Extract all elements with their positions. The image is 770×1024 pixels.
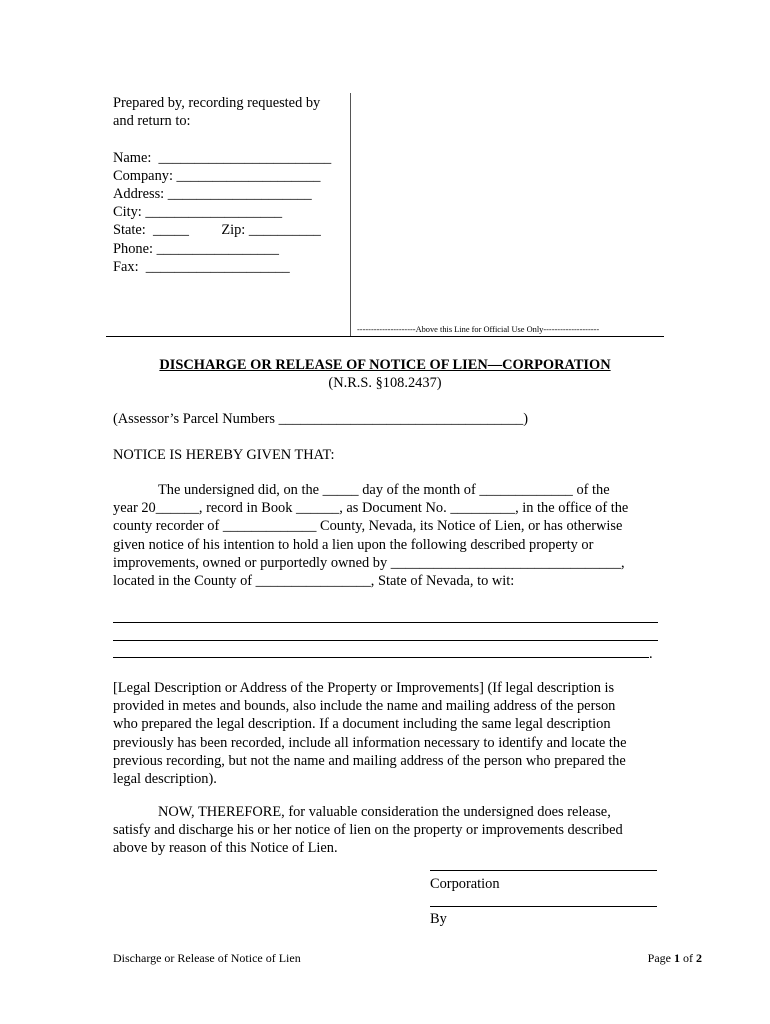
lien-line-3[interactable]: county recorder of _____________ County, Nevada, its Notice of Lien, or has otherwise [113,518,623,535]
page-of: of [680,951,696,965]
legal-line-2: provided in metes and bounds, also include the name and mailing address of the person [113,698,616,715]
prepared-by-line-1: Prepared by, recording requested by [113,95,321,111]
release-paragraph [113,803,658,858]
release-line-1: NOW, THEREFORE, for valuable consideration the undersigned does release, [158,804,611,820]
legal-line-6: legal description). [113,771,217,788]
corporation-label: Corporation [430,876,500,892]
lien-line-6[interactable]: located in the County of ________________, State of Nevada, to wit: [113,573,515,590]
legal-line-1: [Legal Description or Address of the Property or Improvements] (If legal description is [113,680,615,696]
official-use-line [106,336,664,337]
document-title: DISCHARGE OR RELEASE OF NOTICE OF LIEN—CORPORATION [159,357,611,373]
legal-line-3: who prepared the legal description. If a document including the same legal description [113,716,611,733]
company-field[interactable]: Company: ____________________ [113,167,321,184]
release-line-2: satisfy and discharge his or her notice of lien on the property or improvements described [113,822,623,839]
page-number [648,949,702,967]
description-line-2[interactable] [113,640,658,641]
footer-title: Discharge or Release of Notice of Lien [113,951,301,965]
page-current: 1 [674,951,680,965]
official-use-label: ---------------------Above this Line for Official Use Only-------------------- [357,325,600,334]
address-field[interactable]: Address: ____________________ [113,186,312,202]
state-zip-field[interactable]: State: _____ Zip: __________ [113,222,321,239]
page-total: 2 [696,951,702,965]
phone-field[interactable]: Phone: _________________ [113,240,279,257]
legal-line-5: previous recording, but not the name and mailing address of the person who prepared the [113,752,626,769]
return-to-block [113,94,331,276]
prepared-by-line-2: and return to: [113,113,191,130]
recording-area-divider [350,93,351,337]
description-line-3[interactable] [113,657,649,658]
description-line-1[interactable] [113,622,658,623]
description-period: . [649,646,653,662]
notice-heading: NOTICE IS HEREBY GIVEN THAT: [113,447,335,463]
corporation-signature-line[interactable] [430,870,657,871]
parcel-numbers-field[interactable]: (Assessor’s Parcel Numbers __________________________________) [113,411,529,427]
by-label: By [430,911,447,927]
page-prefix: Page [647,951,674,965]
lien-line-4: given notice of his intention to hold a lien upon the following described property or [113,536,594,553]
lien-line-5[interactable]: improvements, owned or purportedly owned by ________________________________, [113,554,625,571]
legal-description-note [113,679,658,788]
release-line-3: above by reason of this Notice of Lien. [113,840,338,857]
legal-line-4: previously has been recorded, include all information necessary to identify and locate the [113,734,627,751]
fax-field[interactable]: Fax: ____________________ [113,258,290,275]
city-field[interactable]: City: ___________________ [113,204,283,221]
name-field[interactable]: Name: ________________________ [113,149,332,166]
by-signature-line[interactable] [430,906,657,907]
statute-reference: (N.R.S. §108.2437) [328,375,442,391]
lien-line-2[interactable]: year 20______, record in Book ______, as Document No. _________, in the office of the [113,500,629,517]
lien-line-1[interactable]: The undersigned did, on the _____ day of the month of _____________ of the [158,482,610,498]
lien-paragraph [113,481,658,590]
